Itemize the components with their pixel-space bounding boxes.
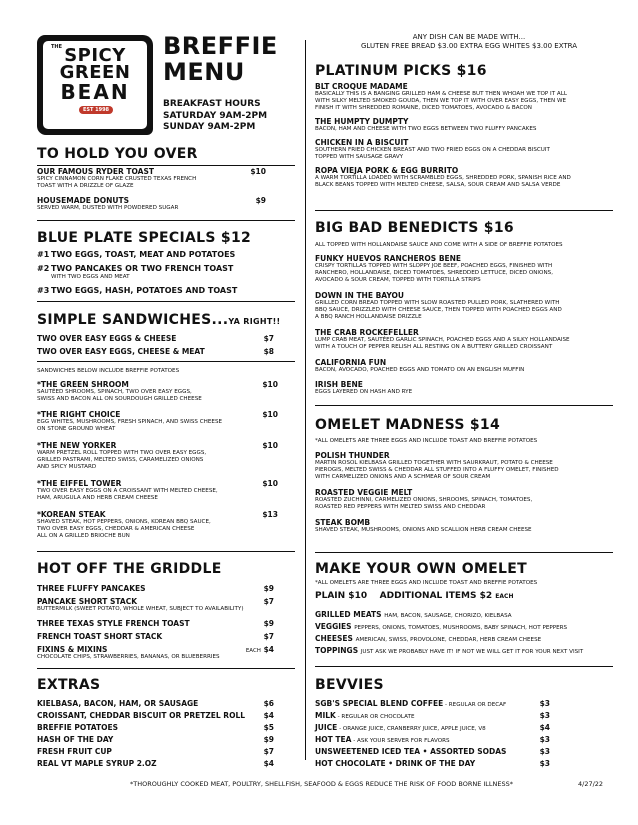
menu-item-price: $13	[262, 510, 278, 519]
section-title-hold-over: TO HOLD YOU OVER	[37, 146, 198, 162]
menu-item-desc: SAUTÉED SHROOMS, SPINACH, TWO OVER EASY EGGS,	[37, 389, 192, 395]
menu-item-desc: SERVED WARM, DUSTED WITH POWDERED SUGAR	[37, 205, 179, 211]
omelet-option	[315, 634, 541, 645]
blue-plate-text: TWO EGGS, TOAST, MEAT AND POTATOES	[51, 250, 236, 259]
menu-item-name: TWO OVER EASY EGGS, CHEESE & MEAT	[37, 347, 205, 356]
menu-item-desc: AVOCADO & SOUR CREAM, TOPPED WITH TORTILLA STRIPS	[315, 277, 481, 283]
logo-est-badge: EST 1998	[79, 106, 113, 114]
menu-item-name: *THE EIFFEL TOWER	[37, 479, 122, 488]
menu-item-price: $3	[539, 759, 550, 768]
blue-plate-sub: WITH TWO EGGS AND MEAT	[51, 274, 130, 280]
menu-item-price: $3	[539, 735, 550, 744]
bevvie-item	[315, 759, 475, 770]
bevvie-name: HOT CHOCOLATE • DRINK OF THE DAY	[315, 759, 476, 768]
menu-item-price: $10	[262, 410, 278, 419]
menu-item-name: FIXINS & MIXINS	[37, 645, 108, 654]
bevvie-name: HOT TEA	[315, 735, 352, 744]
menu-item-desc: TOPPED WITH SAUSAGE GRAVY	[315, 154, 404, 160]
menu-item-desc: LUMP CRAB MEAT, SAUTÉED GARLIC SPINACH, POACHED EGGS AND A SILKY HOLLANDAISE	[315, 337, 570, 343]
menu-item-name: PANCAKE SHORT STACK	[37, 597, 138, 606]
section-rule	[37, 551, 295, 552]
menu-item-name: CALIFORNIA FUN	[315, 358, 387, 367]
menu-item-name: THREE FLUFFY PANCAKES	[37, 584, 146, 593]
plain-price: PLAIN $10	[315, 591, 368, 601]
menu-item-name: CHICKEN IN A BISCUIT	[315, 138, 409, 147]
menu-item-desc: WITH CARMELIZED ONIONS AND A SCHMEAR OF SOUR CREAM	[315, 474, 491, 480]
menu-item-desc: EGG WHITES, MUSHROOMS, FRESH SPINACH, AND SWISS CHEESE	[37, 419, 223, 425]
option-desc: JUST ASK WE PROBABLY HAVE IT! IF NOT WE WILL GET IT FOR YOUR NEXT VISIT	[360, 649, 584, 655]
menu-item-price: $6	[263, 699, 274, 708]
menu-item-desc: TWO OVER EASY EGGS, CHEDDAR & AMERICAN CHEESE	[37, 526, 195, 532]
menu-item-desc: BUTTERMILK (SWEET POTATO, WHOLE WHEAT, SUBJECT TO AVAILABILITY)	[37, 606, 244, 612]
menu-item-desc: BASICALLY THIS IS A BANGING GRILLED HAM & CHEESE BUT THEN WHOAH WE TOP IT ALL	[315, 91, 567, 97]
menu-item-name: THE HUMPTY DUMPTY	[315, 117, 409, 126]
menu-item-name: *THE GREEN SHROOM	[37, 380, 129, 389]
section-title-blue-plate: BLUE PLATE SPECIALS $12	[37, 230, 252, 246]
logo-line2: GREEN	[59, 62, 131, 83]
menu-item-name: FRENCH TOAST SHORT STACK	[37, 632, 163, 641]
menu-item-price: $10	[262, 380, 278, 389]
section-title-griddle: HOT OFF THE GRIDDLE	[37, 561, 222, 577]
menu-item-desc: PIEROGIS, MELTED SWISS & CHEDDAR ALL STUFFED INTO A FLUFFY OMELET, FINISHED	[315, 467, 559, 473]
hours-label: BREAKFAST HOURS	[163, 99, 261, 109]
breakfast-hours	[163, 99, 267, 134]
option-name: CHEESES	[315, 634, 353, 643]
option-desc: AMERICAN, SWISS, PROVOLONE, CHEDDAR, HERB CREAM CHEESE	[355, 637, 542, 643]
dietary-notice	[320, 33, 618, 51]
menu-item-name: FRESH FRUIT CUP	[37, 747, 112, 756]
bevvie-desc: - REGULAR OR DECAF	[443, 702, 507, 708]
food-safety-warning: *THOROUGHLY COOKED MEAT, POULTRY, SHELLFISH, SEAFOOD & EGGS REDUCE THE RISK OF FOOD BORNE ILLNESS*	[130, 780, 514, 788]
blue-plate-item	[37, 250, 235, 260]
option-desc: HAM, BACON, SAUSAGE, CHORIZO, KIELBASA	[384, 613, 512, 619]
column-divider	[305, 40, 306, 760]
blue-plate-item	[37, 264, 233, 274]
menu-item-name: POLISH THUNDER	[315, 451, 390, 460]
menu-item-desc: WITH SILKY MELTED SMOKED GOUDA, THEN WE TOP IT WITH OVER EASY EGGS, THEN WE	[315, 98, 567, 104]
menu-item-desc: ALL ON A GRILLED BRIOCHE BUN	[37, 533, 130, 539]
menu-item-price: $10	[262, 479, 278, 488]
menu-item-name: ROASTED VEGGIE MELT	[315, 488, 413, 497]
menu-item-desc: TWO OVER EASY EGGS ON A CROISSANT WITH MELTED CHEESE,	[37, 488, 218, 494]
blue-plate-num: #3	[37, 286, 50, 295]
logo-line3: BEAN	[60, 80, 130, 104]
hours-saturday: SATURDAY 9AM-2PM	[163, 110, 268, 121]
menu-item-desc: SPICY CINNAMON CORN FLAKE CRUSTED TEXAS FRENCH	[37, 176, 197, 182]
price-prefix: EACH	[245, 648, 261, 654]
omelet-pricing	[315, 591, 513, 602]
menu-item-name: KIELBASA, BACON, HAM, OR SAUSAGE	[37, 699, 199, 708]
notice-line2: GLUTEN FREE BREAD $3.00 EXTRA EGG WHITES $3.00 EXTRA	[360, 42, 578, 50]
menu-item-name: ROPA VIEJA PORK & EGG BURRITO	[315, 166, 459, 175]
menu-item-desc: TOAST WITH A DRIZZLE OF GLAZE	[37, 183, 134, 189]
menu-item-name: *THE NEW YORKER	[37, 441, 117, 450]
menu-item-name: FUNKY HUEVOS RANCHEROS BENE	[315, 254, 462, 263]
menu-item-desc: SHAVED STEAK, HOT PEPPERS, ONIONS, KOREAN BBQ SAUCE,	[37, 519, 211, 525]
menu-date: 4/27/22	[578, 780, 604, 788]
menu-item-price: $8	[263, 347, 274, 356]
menu-item-desc: CHOCOLATE CHIPS, STRAWBERRIES, BANANAS, OR BLUEBERRIES	[37, 654, 220, 660]
menu-item-desc: RANCHERO, HOLLANDAISE, DICED TOMATOES, SHREDDED LETTUCE, DICED ONIONS,	[315, 270, 553, 276]
menu-item-price: $5	[263, 723, 274, 732]
menu-item-name: IRISH BENE	[315, 380, 363, 389]
section-rule	[315, 210, 613, 211]
menu-item-desc: A BBQ RANCH HOLLANDAISE DRIZZLE	[315, 314, 422, 320]
bevvie-item	[315, 711, 415, 722]
section-rule	[315, 405, 613, 406]
logo	[37, 35, 153, 135]
section-title-bevvies: BEVVIES	[315, 677, 384, 693]
menu-item-name: BLT CROQUE MADAME	[315, 82, 408, 91]
menu-item-name: THE CRAB ROCKEFELLER	[315, 328, 419, 337]
menu-item-desc: WARM PRETZEL ROLL TOPPED WITH TWO OVER EASY EGGS,	[37, 450, 207, 456]
section-rule	[37, 301, 295, 302]
section-title-benedicts: BIG BAD BENEDICTS $16	[315, 220, 514, 236]
menu-item-desc: ROASTED ZUCHINNI, CARMELIZED ONIONS, SHROOMS, SPINACH, TOMATOES,	[315, 497, 533, 503]
blue-plate-text: TWO EGGS, HASH, POTATOES AND TOAST	[51, 286, 238, 295]
sandwiches-title-suffix: YA RIGHT!!	[228, 317, 281, 326]
menu-item-price: $3	[539, 711, 550, 720]
menu-item-price: $7	[263, 597, 274, 606]
omelet-option	[315, 622, 567, 633]
menu-item-price: $10	[250, 167, 266, 176]
menu-item-desc: ON STONE GROUND WHEAT	[37, 426, 116, 432]
menu-item-name: BREFFIE POTATOES	[37, 723, 119, 732]
sandwiches-note: SANDWICHES BELOW INCLUDE BREFFIE POTATOES	[37, 368, 180, 374]
logo-line1: SPICY	[64, 45, 126, 66]
section-note: ALL TOPPED WITH HOLLANDAISE SAUCE AND COME WITH A SIDE OF BREFFIE POTATOES	[315, 242, 563, 248]
blue-plate-num: #1	[37, 250, 50, 259]
sandwiches-title-text: SIMPLE SANDWICHES...	[37, 312, 229, 328]
section-rule	[315, 666, 613, 667]
menu-item-price: $7	[263, 747, 274, 756]
menu-item-price: $10	[262, 441, 278, 450]
menu-item-desc: SOUTHERN FRIED CHICKEN BREAST AND TWO FRIED EGGS ON A CHEDDAR BISCUIT	[315, 147, 550, 153]
section-note: *ALL OMELETS ARE THREE EGGS AND INCLUDE TOAST AND BREFFIE POTATOES	[315, 438, 538, 444]
section-title-platinum: PLATINUM PICKS $16	[315, 63, 487, 79]
blue-plate-item	[37, 286, 237, 296]
option-name: GRILLED MEATS	[315, 610, 382, 619]
price-value: $4	[263, 645, 274, 654]
menu-item-name: THREE TEXAS STYLE FRENCH TOAST	[37, 619, 190, 628]
bevvie-name: MILK	[315, 711, 336, 720]
menu-item-price: $4	[263, 759, 274, 768]
menu-item-name: TWO OVER EASY EGGS & CHEESE	[37, 334, 177, 343]
menu-item-desc: A WARM TORTILLA LOADED WITH SCRAMBLED EGGS, SHREDDED PORK, SPANISH RICE AND	[315, 175, 571, 181]
menu-item-desc: HAM, ARUGULA AND HERB CREAM CHEESE	[37, 495, 158, 501]
section-title-extras: EXTRAS	[37, 677, 101, 693]
menu-item-price	[220, 645, 274, 656]
menu-item-name: *THE RIGHT CHOICE	[37, 410, 121, 419]
menu-item-desc: GRILLED PASTRAMI, MELTED SWISS, CARAMELIZED ONIONS	[37, 457, 204, 463]
menu-item-price: $7	[263, 334, 274, 343]
option-name: VEGGIES	[315, 622, 352, 631]
omelet-option	[315, 646, 583, 657]
option-desc: PEPPERS, ONIONS, TOMATOES, MUSHROOMS, BABY SPINACH, HOT PEPPERS	[354, 625, 568, 631]
menu-item-desc: GRILLED CORN BREAD TOPPED WITH SLOW ROASTED PULLED PORK, SLATHERED WITH	[315, 300, 560, 306]
menu-item-name: REAL VT MAPLE SYRUP 2.OZ	[37, 759, 157, 768]
bevvie-desc: - REGULAR OR CHOCOLATE	[335, 714, 415, 720]
bevvie-item	[315, 723, 486, 734]
menu-item-price: $4	[263, 711, 274, 720]
menu-item-price: $9	[255, 196, 266, 205]
menu-title	[163, 33, 278, 85]
menu-item-price: $7	[263, 632, 274, 641]
menu-item-desc: CRISPY TORTILLAS TOPPED WITH SLOPPY JOE BEEF, POACHED EGGS, FINISHED WITH	[315, 263, 553, 269]
menu-item-name: OUR FAMOUS RYDER TOAST	[37, 167, 155, 176]
menu-item-name: *KOREAN STEAK	[37, 510, 106, 519]
section-rule	[37, 220, 295, 221]
additional-price: ADDITIONAL ITEMS $2	[379, 591, 493, 601]
bevvie-name: JUICE	[315, 723, 338, 732]
menu-item-desc: FINISH IT WITH SHREDDED ROMAINE, DICED TOMATOES, AVOCADO & BACON	[315, 105, 532, 111]
menu-item-price: $9	[263, 735, 274, 744]
menu-item-desc: BACON, HAM AND CHEESE WITH TWO EGGS BETWEEN TWO FLUFFY PANCAKES	[315, 126, 537, 132]
section-rule	[37, 361, 295, 362]
section-title-omelet-madness: OMELET MADNESS $14	[315, 417, 501, 433]
bevvie-name: SGB'S SPECIAL BLEND COFFEE	[315, 699, 444, 708]
bevvie-desc: - ASK YOUR SERVER FOR FLAVORS	[351, 738, 450, 744]
hours-sunday: SUNDAY 9AM-2PM	[163, 122, 256, 132]
option-name: TOPPINGS	[315, 646, 359, 655]
logo-the: THE	[51, 44, 63, 50]
menu-item-desc: WITH A TOUCH OF PEPPER RELISH ALL RESTING ON A BUTTERY GRILLED CROISSANT	[315, 344, 553, 350]
menu-item-desc: BACON, AVOCADO, POACHED EGGS AND TOMATO ON AN ENGLISH MUFFIN	[315, 367, 525, 373]
menu-title-line1: BREFFIE	[163, 32, 278, 60]
section-note: *ALL OMELETS ARE THREE EGGS AND INCLUDE TOAST AND BREFFIE POTATOES	[315, 580, 538, 586]
section-title-sandwiches	[37, 312, 281, 330]
menu-item-desc: ROASTED RED PEPPERS WITH MELTED SWISS AND CHEDDAR	[315, 504, 486, 510]
bevvie-item	[315, 735, 450, 746]
menu-item-price: $9	[263, 584, 274, 593]
menu-item-desc: EGGS LAYERED ON HASH AND RYE	[315, 389, 413, 395]
menu-item-desc: BLACK BEANS TOPPED WITH MELTED CHEESE, SALSA, SOUR CREAM AND SALSA VERDE	[315, 182, 561, 188]
menu-item-name: DOWN IN THE BAYOU	[315, 291, 405, 300]
notice-line1: ANY DISH CAN BE MADE WITH...	[412, 33, 526, 41]
section-title-make-your-own: MAKE YOUR OWN OMELET	[315, 561, 527, 577]
bevvie-desc: - ORANGE JUICE, CRANBERRY JUICE, APPLE JUICE, V8	[337, 726, 486, 732]
menu-item-name: HOUSEMADE DONUTS	[37, 196, 129, 205]
menu-item-price: $3	[539, 699, 550, 708]
menu-item-desc: SHAVED STEAK, MUSHROOMS, ONIONS AND SCALLION HERB CREAM CHEESE	[315, 527, 532, 533]
bevvie-item	[315, 699, 506, 710]
menu-item-price: $3	[539, 747, 550, 756]
menu-item-name: HASH OF THE DAY	[37, 735, 114, 744]
additional-each: EACH	[495, 593, 514, 600]
menu-item-price: $4	[539, 723, 550, 732]
blue-plate-num: #2	[37, 264, 50, 273]
bevvie-name: UNSWEETENED ICED TEA • ASSORTED SODAS	[315, 747, 507, 756]
menu-title-line2: MENU	[163, 58, 245, 86]
section-rule	[37, 668, 295, 669]
bevvie-item	[315, 747, 506, 758]
menu-item-desc: MARTIN ROSOL KIELBASA GRILLED TOGETHER WITH SAURKRAUT, POTATO & CHEESE	[315, 460, 553, 466]
omelet-option	[315, 610, 512, 621]
menu-item-desc: BBQ SAUCE, DRIZZLED WITH CHEESE SAUCE, THEN TOPPED WITH POACHED EGGS AND	[315, 307, 562, 313]
menu-item-name: STEAK BOMB	[315, 518, 371, 527]
menu-item-desc: AND SPICY MUSTARD	[37, 464, 97, 470]
section-rule	[315, 552, 613, 553]
menu-item-desc: SWISS AND BACON ALL ON SOURDOUGH GRILLED CHEESE	[37, 396, 202, 402]
blue-plate-text: TWO PANCAKES OR TWO FRENCH TOAST	[51, 264, 234, 273]
menu-item-price: $9	[263, 619, 274, 628]
menu-item-name: CROISSANT, CHEDDAR BISCUIT OR PRETZEL ROLL	[37, 711, 246, 720]
section-rule	[37, 165, 295, 166]
